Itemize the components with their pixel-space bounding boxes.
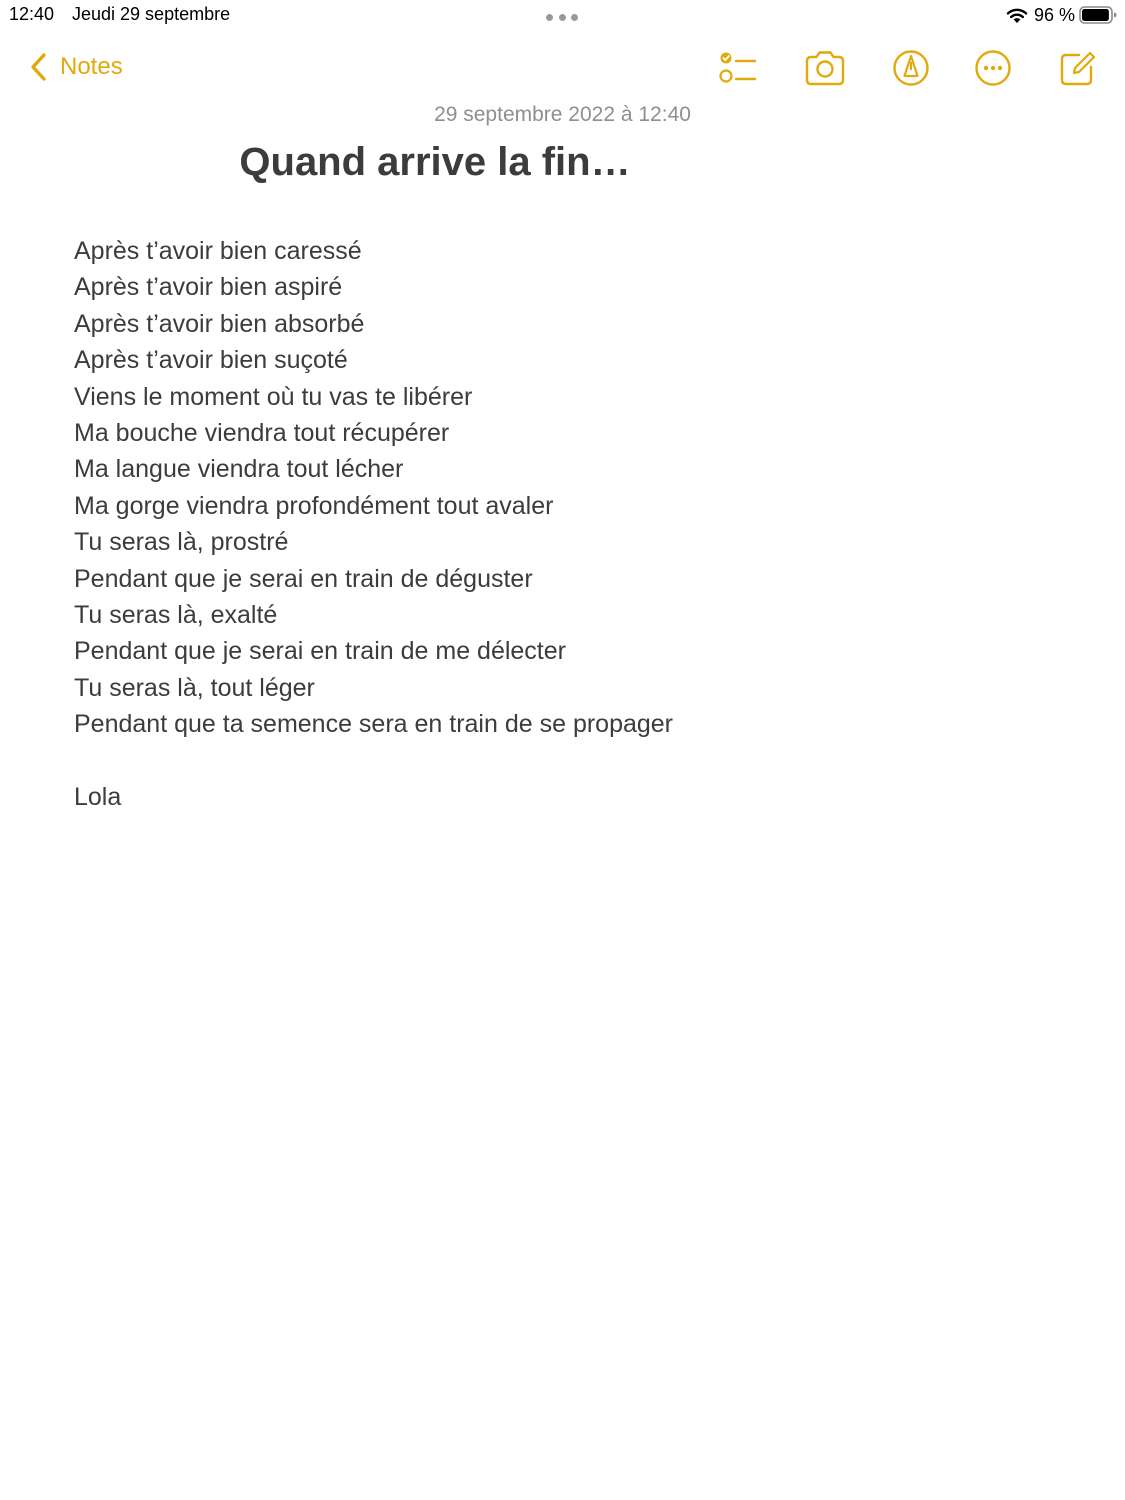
status-indicators [1006, 4, 1117, 26]
note-line: Tu seras là, prostré [74, 528, 289, 557]
note-line: Pendant que ta semence sera en train de se propager [74, 710, 674, 739]
note-line: Viens le moment où tu vas te libérer [74, 382, 473, 411]
note-signature: Lola [74, 782, 122, 811]
note-line: Pendant que je serai en train de déguster [74, 564, 533, 593]
status-time: 12:40 [9, 4, 55, 24]
camera-icon [803, 46, 847, 90]
note-line: Ma bouche viendra tout récupérer [74, 418, 450, 447]
note-date: 29 septembre 2022 à 12:40 [434, 103, 691, 126]
multitasking-dots-icon[interactable] [546, 14, 578, 22]
battery-icon [1079, 6, 1117, 24]
markup-button[interactable] [889, 46, 933, 90]
checklist-button[interactable] [715, 46, 759, 90]
back-button-label: Notes [60, 53, 123, 80]
note-line: Tu seras là, tout léger [74, 673, 315, 702]
status-bar [0, 0, 1125, 30]
compose-button[interactable] [1055, 46, 1099, 90]
chevron-left-icon [28, 52, 48, 82]
back-button[interactable] [28, 49, 123, 85]
note-line: Ma langue viendra tout lécher [74, 455, 404, 484]
note-line: Après t’avoir bien aspiré [74, 273, 343, 302]
markup-pen-icon [889, 46, 933, 90]
battery-percent: 96 % [1033, 4, 1075, 25]
note-line: Après t’avoir bien absorbé [74, 309, 365, 338]
camera-button[interactable] [803, 46, 847, 90]
wifi-icon [1006, 7, 1028, 24]
note-blank-line [74, 742, 1054, 778]
note-line: Pendant que je serai en train de me délecter [74, 637, 566, 666]
note-body[interactable] [74, 233, 1054, 815]
status-date: Jeudi 29 septembre [72, 4, 231, 24]
toolbar [0, 40, 1125, 96]
note-title[interactable]: Quand arrive la fin… [239, 140, 631, 184]
compose-icon [1055, 46, 1099, 90]
note-line: Après t’avoir bien caressé [74, 237, 362, 265]
note-line: Ma gorge viendra profondément tout avaler [74, 491, 554, 520]
note-line: Après t’avoir bien suçoté [74, 346, 348, 375]
more-options-button[interactable] [971, 46, 1015, 90]
more-options-icon [971, 46, 1015, 90]
checklist-icon [715, 46, 759, 90]
note-line: Tu seras là, exalté [74, 600, 278, 629]
